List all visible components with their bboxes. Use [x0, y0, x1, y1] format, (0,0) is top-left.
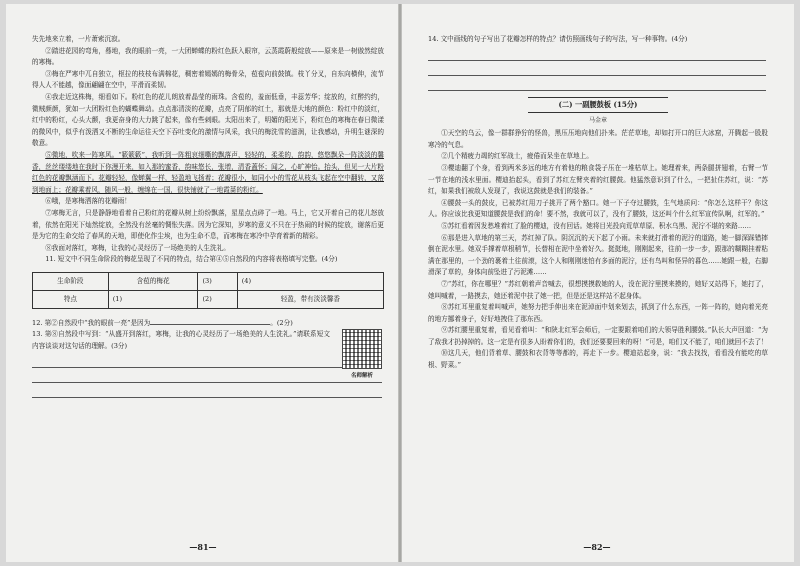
question-12-text: 12. 第②自然段中“我的眼前一亮”是因为	[32, 318, 151, 327]
paragraph-underlined: ⑤微地，吹来一阵寒风。“簌簌簌”，我听到一阵粗哀细嘶的飘落声，轻轻的，柔柔的，韵韵，悠悠飘朵一阵淡淡的馨香，丝丝缕缕地在我时下你漫开来，如入那的蜜香，韵味悠长，张增，清香蓋怀；闻之，心旷神怡。抬头，但见一大片粉红色的花瓣飘涵而下。花瓣轻轻，像蝉翼一样，轻盈地飞扬着；花瓣很小，如同小小的雪花从枝头飞起在空中翻转，又落到地面上；花瓣乘着风，随风一般，缠绵在一国，很快铺就了一地霞蔷的粉红。	[32, 150, 384, 194]
question-12	[32, 315, 384, 330]
table-row-label: 特点	[33, 290, 109, 308]
answer-line[interactable]	[32, 353, 382, 368]
table-header-bud: 含苞的梅花	[108, 272, 198, 290]
answer-line[interactable]	[428, 61, 766, 76]
page-number: —81—	[189, 542, 217, 552]
question-12-score: 。(2分)	[270, 318, 293, 327]
table-cell-blank-2[interactable]: (2)	[198, 290, 237, 308]
paragraph: ⑤苏红看着因发愁堆着红了脸的樱迪，没有回话。她将目光投向荒草草原、积水乌黑、泥泞不堪的来路……	[441, 221, 752, 230]
paragraph: ④我走近这株梅，细看如下。粉红色的花儿朗放着晶莹的雨珠。含苞的，羞面低垂，丰蕊芳华；绽放的，红醉约约，微贼颜颜，犹如一大团粉红色的蝴蝶舞动。点点那清淡的花瓣，点亮了阴郁的红土，那就是大地的颜色：粉红中的淡红，红中的粉红，心头大颤，我更奋身的大力跳了起来，像有些刺眼。太阳出来了，明媚的阳光下，粉红色的寒梅在春日微漾的微风中，似乎有泼洒又不断的生命运往天空下吞吐变化的激情与风采，我只的梅洗雪的滋润，让我感动，升明生谜深的敬意。	[32, 92, 384, 148]
table-cell-blank-1[interactable]: (1)	[108, 290, 198, 308]
table-cell-given: 轻盈，带有淡淡馨香	[237, 290, 383, 308]
table-cell-blank-3[interactable]: (3)	[198, 272, 237, 290]
page-number: —82—	[583, 542, 611, 552]
paragraph: ②踏进花园的弯角，蓦地，我的眼前一亮，一大团蝉蝶的粉红色跃入眼帘，云蒸霞蔚般绽放——原来是一树傲然绽放的寒梅。	[32, 46, 384, 67]
answer-line[interactable]	[428, 76, 766, 91]
right-page	[400, 4, 794, 562]
section-title: (二) 一副腰鼓板 (15分)	[528, 97, 668, 113]
paragraph: ⑦“苏红，你在哪里？”苏红朝着声音喊去，很想摸摸救她的人，没在泥泞里摸来摸的，她好又站得下，她打了，她叫喊着，一路摸去，她还着泥中扶了她一把，但是还是这样站不起身体。	[428, 279, 768, 300]
question-14: 14. 文中画线的句子写出了花瓣怎样的特点？请仿照画线句子的写法，写一种事物。(4分)	[428, 35, 688, 43]
book-spread	[6, 4, 794, 562]
qr-code-icon	[342, 329, 382, 369]
question-11: 11. 短文中不同生命阶段的梅花呈现了不同的特点，结合第④⑤自然段的内容将表格填写完整。(4分)	[45, 255, 338, 264]
question-13-block	[32, 329, 384, 380]
paragraph: ④腰鼓一头的鼓皮，已被苏红用刀子挑开了两个豁口。她一下子夺过腰鼓，生气地质问：“你怎么这样干？你这人。你应该比我更知道腰鼓是我们的命！要不然，我就可以了，没有了腰鼓，这还叫个什么红军宣传队啊，红军的。”	[428, 198, 768, 219]
left-page	[6, 4, 400, 562]
paragraph: ⑦寒梅无言，只是静静地看着自己粉红的花瓣从树上纷纷飘落，星星点点碎了一地。马上，它又开着自己的花儿怒放着，依然在阳光下灿然绽放，全然没有丝毫的惆怅失落。因为它深知，岁寒的意义不只在于热闹的时候的绽放，谢落后更是为它的生命交给了春风的天地，即使化作尘埃，也为生命不息，而寒梅在寒冷中孕育着新的精彩。	[32, 208, 384, 241]
answer-blank[interactable]	[150, 315, 270, 325]
paragraph: ⑧我面对落红，寒梅，让我的心灵经历了一场绝美的人生洗礼。	[45, 243, 230, 252]
right-column	[428, 34, 768, 372]
answer-table	[32, 272, 384, 309]
paragraph: ⑥那是进入草地的第三天，苏红掉了队。阴沉沉的天下起了小雨。未来就打滑着的泥泞的道路，她一脚深踩错摔倒在泥水里。她双手撑着草根稍节，长替相在泥中坐着好久。挺挺地，刚刚起来，往前一步一步，跟那的糊糊挂着粘满在那里的，一个劲的裹着土往前滚，这个人和刚刚迷怕有多面的泥泞，还有鸟叫和怪异的暮色……她跟一般，右脚滑深了草的，身体向前坠进了污泥滩……	[428, 233, 768, 277]
paragraph: ②几个精疲力竭的红军战士，疲倦而呆坐在草地上。	[441, 152, 593, 161]
table-cell-blank-4[interactable]: (4)	[237, 272, 383, 290]
paragraph: ③樱迪翻了个身，看到两米多远的地方有着他的粮食袋子压在一堆枯草上。她理着来，两条腿拼翅着，右臂一节一节在地的浅水里面。樱迪抬起头，看到了苏红左臂夹着的红腰鼓。他猛然意识到了什么，一把扯住苏红，说：“苏红，如果我们被敌人发现了，我说这鼓就是我们的装备。”	[428, 163, 768, 196]
paragraph: ③梅在严寒中兀自独立，枢拉的枝枝布满棉花，稠密着嫣嫣的梅骨朵，苞苞向前鼓镇。枝丫分叉，自东向横伸，流节得人人不能越，像面翩翩在空中，平滑而柔韧。	[32, 69, 384, 90]
answer-line[interactable]	[32, 368, 382, 383]
paragraph: ①天空的乌云，像一群群狰狞的怪兽，黑压压地向他们扑来。茫茫草地，却如打开口的巨大冰窟，开腾起一股股寒冷的气息。	[428, 129, 768, 149]
table-header-stage: 生命阶段	[33, 272, 109, 290]
left-column	[32, 34, 384, 398]
paragraph: 失先地来立着，一片萧索沉寂。	[32, 35, 125, 43]
author: 马金章	[588, 116, 607, 124]
paragraph: ⑧苏红耳里重复着叫喊声，她努力把手伸出来在泥淖面中划来划去，抓到了什么东西，一阵一阵的，她向着光亮的地方挪着身子，好好地拽住了那东西。	[428, 303, 768, 323]
paragraph: ⑥哦，是寒梅洒落的花瓣雨！	[45, 197, 131, 206]
qr-label: 名师解析	[350, 373, 373, 380]
answer-line[interactable]	[32, 383, 382, 398]
paragraph: ⑩这几天，他们背着草、腰鼓和衣背等等都的，再走下一步。樱迪站起身，说：“我去找找，看看没有能吃的草根、野菜。”	[428, 349, 768, 370]
paragraph: ⑨苏红腰里重复着，看见看着叫：“和陕北红军会师后，一定要跟着咱们的大领导胜利腰鼓。”队长大声回道：“为了敌我才扔掉掉的。这一定是有很多人盼着你们的，我们还要要回来的呀！”可是，咱们又不能了，咱们就回不去了！	[428, 326, 768, 346]
answer-line[interactable]	[428, 46, 766, 61]
qr-code[interactable]	[340, 329, 384, 383]
question-13: 13. 第⑧自然段中写到：“从盛开到落红，寒梅，让我的心灵经历了一场绝美的人生洗礼。”请联系短文内容谈谈对这句话的理解。(3分)	[32, 330, 330, 351]
